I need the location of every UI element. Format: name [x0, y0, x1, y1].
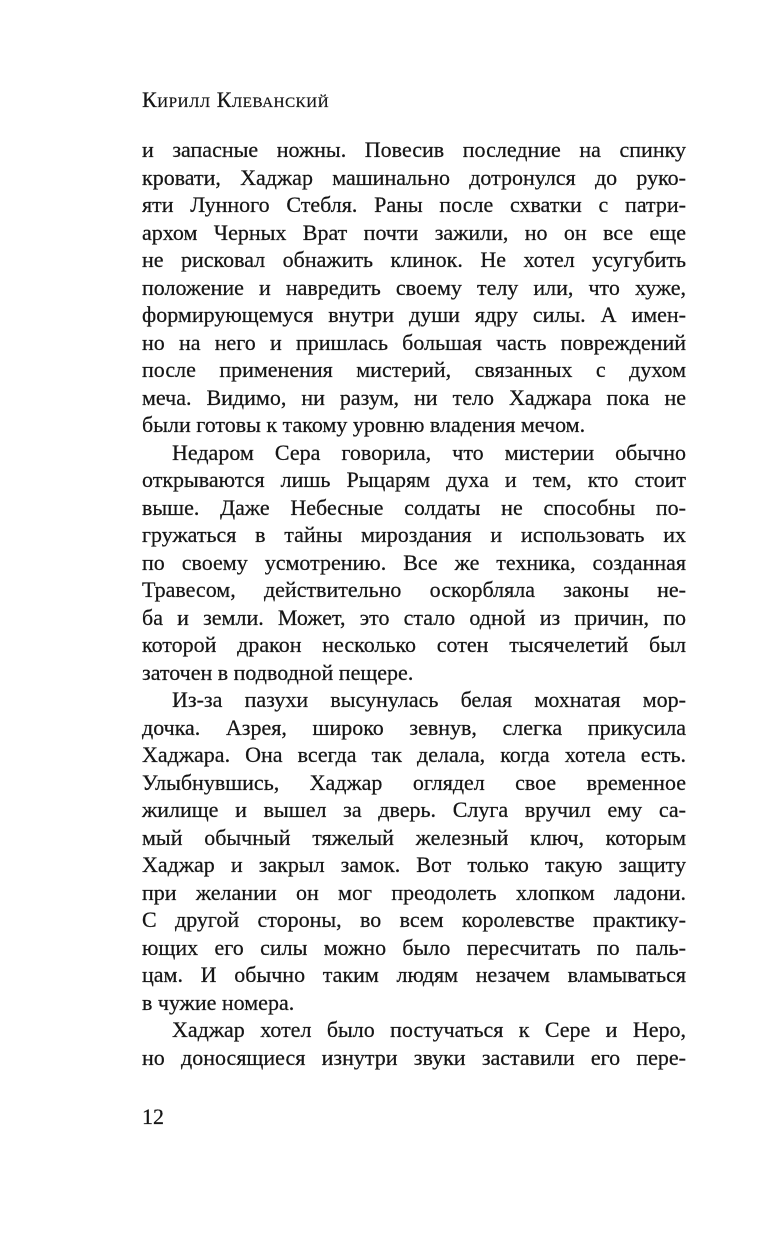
- text-line: кровати, Хаджар машинально дотронулся до руко-: [142, 164, 686, 190]
- text-line: которой дракон несколько сотен тысячелетий был: [142, 632, 686, 657]
- running-title: Кирилл Клеванский: [142, 87, 330, 112]
- paragraph: [142, 686, 686, 1016]
- text-line: Недаром Сера говорила, что мистерии обычно: [172, 439, 686, 465]
- paragraph: [142, 439, 686, 687]
- text-line: яти Лунного Стебля. Раны после схватки с патри-: [142, 192, 686, 217]
- text-line: но доносящиеся изнутри звуки заставили его пере-: [142, 1044, 686, 1070]
- paragraph: [142, 1016, 686, 1071]
- text-line: ющих его силы можно было пересчитать по паль-: [142, 934, 686, 960]
- text-line: положение и навредить своему телу или, что хуже,: [142, 274, 686, 300]
- text-line: С другой стороны, во всем королевстве практику-: [142, 907, 686, 932]
- text-line: архом Черных Врат почти зажили, но он все еще: [142, 219, 686, 245]
- text-line: Хаджар и закрыл замок. Вот только такую защиту: [142, 852, 686, 877]
- paragraph: [142, 136, 686, 439]
- text-line: Хаджара. Она всегда так делала, когда хотела есть.: [142, 742, 686, 767]
- text-line: после применения мистерий, связанных с духом: [142, 357, 686, 382]
- text-line: но на него и пришлась большая часть повреждений: [142, 329, 686, 355]
- text-line: жилище и вышел за дверь. Слуга вручил ему са-: [142, 797, 686, 822]
- text-line: дочка. Азрея, широко зевнув, слегка прикусила: [142, 714, 686, 740]
- body-text: [142, 136, 686, 1071]
- text-line: Из-за пазухи высунулась белая мохнатая мор-: [172, 687, 686, 712]
- text-line: и запасные ножны. Повесив последние на спинку: [142, 137, 686, 162]
- page-number: 12: [142, 1104, 164, 1129]
- text-line: Травесом, действительно оскорбляла законы не-: [142, 577, 686, 602]
- text-line: при желании он мог преодолеть хлопком ладони.: [142, 879, 686, 905]
- text-line: были готовы к такому уровню владения мечом.: [142, 412, 586, 437]
- text-line: в чужие номера.: [142, 989, 295, 1015]
- text-line: гружаться в тайны мироздания и использовать их: [142, 522, 686, 547]
- text-line: цам. И обычно таким людям незачем вламываться: [142, 962, 686, 987]
- text-line: по своему усмотрению. Все же техника, созданная: [142, 549, 686, 575]
- text-line: меча. Видимо, ни разум, ни тело Хаджара пока не: [142, 384, 686, 410]
- text-line: Улыбнувшись, Хаджар оглядел свое временное: [142, 769, 686, 795]
- text-line: Хаджар хотел было постучаться к Сере и Неро,: [172, 1017, 686, 1042]
- text-line: заточен в подводной пещере.: [142, 659, 414, 685]
- text-line: выше. Даже Небесные солдаты не способны по-: [142, 494, 686, 520]
- text-line: формирующемуся внутри души ядру силы. А имен-: [142, 302, 686, 327]
- text-line: мый обычный тяжелый железный ключ, которым: [142, 824, 686, 850]
- text-line: ба и земли. Может, это стало одной из причин, по: [142, 604, 686, 630]
- text-line: открываются лишь Рыцарям духа и тем, кто стоит: [142, 467, 686, 492]
- text-line: не рисковал обнажить клинок. Не хотел усугубить: [142, 247, 686, 272]
